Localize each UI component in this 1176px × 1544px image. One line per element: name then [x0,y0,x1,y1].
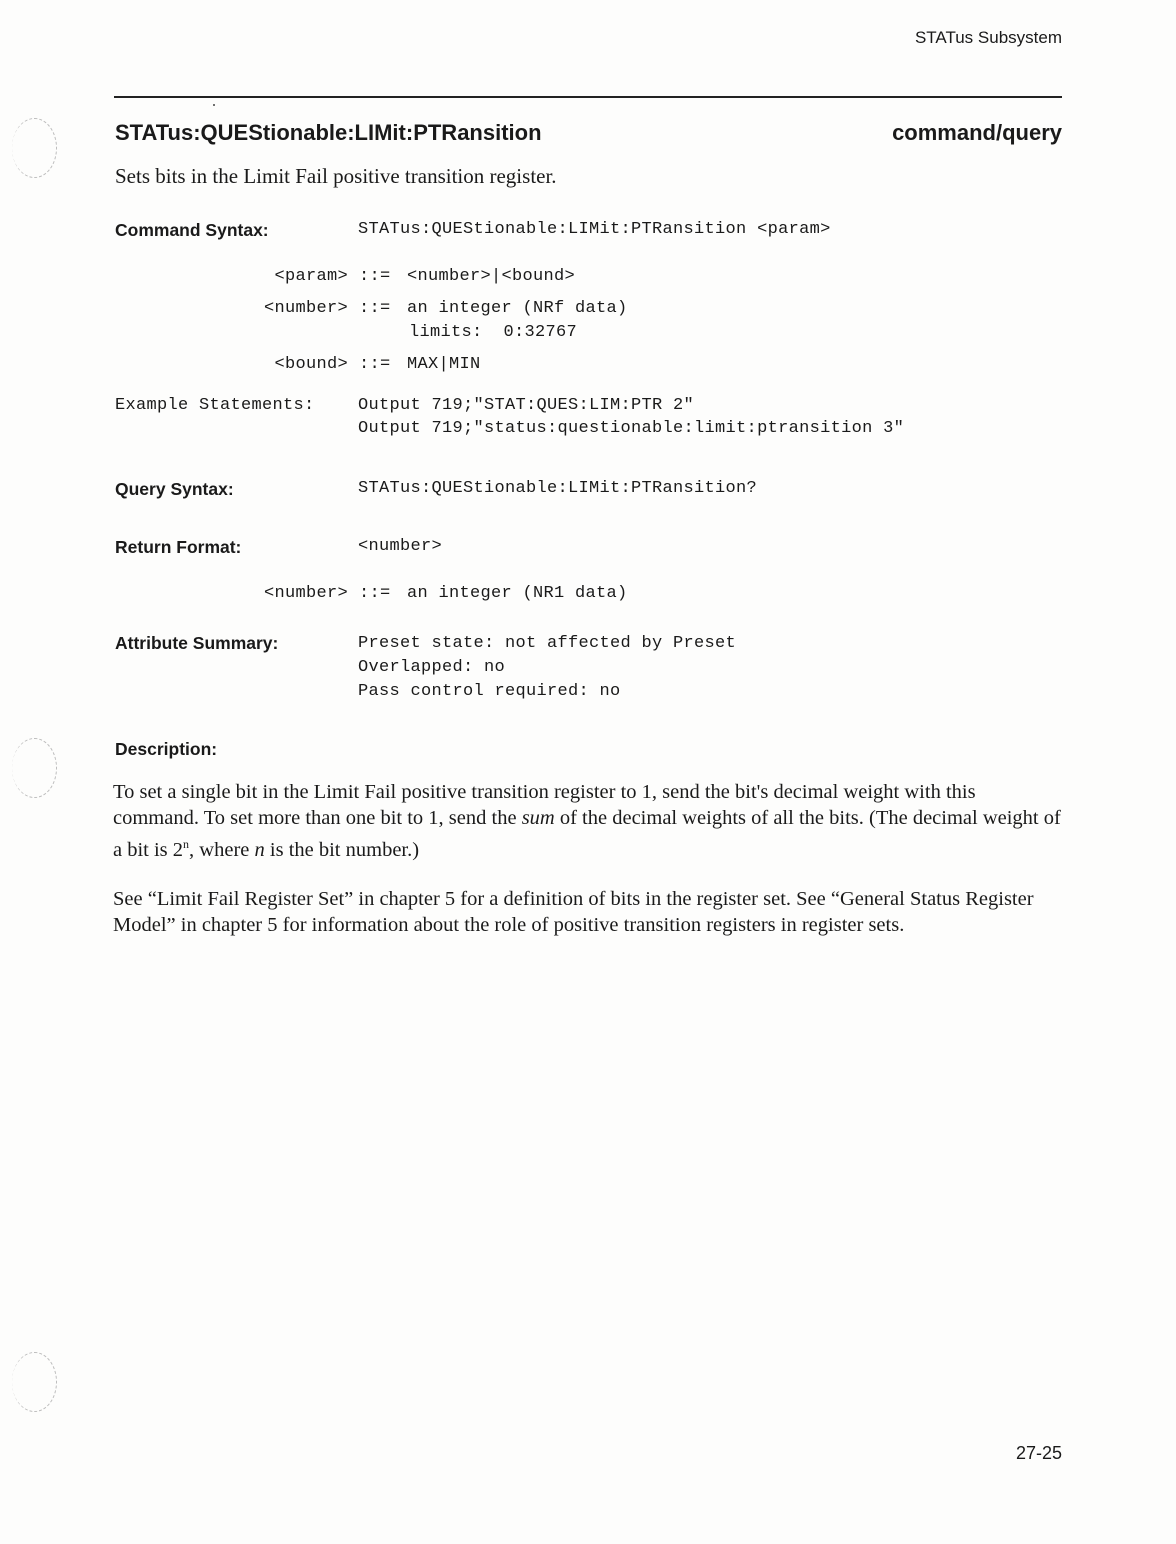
description-text: , where [189,838,255,861]
return-definition-operator: ::= [359,584,391,603]
description-emphasis: sum [521,807,555,829]
description-emphasis: n [254,838,265,861]
binder-hole-bottom [12,1352,57,1412]
description-paragraph-2 [113,886,1063,938]
binder-hole-middle [12,738,57,798]
definition-operator: ::= [359,355,391,374]
return-definition-value: an integer (NR1 data) [407,584,628,603]
description-text: is the bit number.) [264,838,420,861]
definition-operator: ::= [359,267,391,286]
description-text: of the decimal weights of all the bits. (The decimal weight of a bit is 2 [113,807,1061,861]
attribute-line: Overlapped: no [358,658,506,677]
description-text: See “Limit Fail Register Set” in chapter 5 for a definition of bits in the register set. See “General Status Register Model” in chapter 5 for information about the role of positive transition registers in register sets. [113,888,1034,936]
command-syntax-value: STATus:QUEStionable:LIMit:PTRansition <param> [358,220,831,239]
description-text: To set a single bit in the Limit Fail positive transition register to 1, send the bit's decimal weight with this command. To set more than one bit to 1, send the [113,781,976,829]
command-type: command/query [892,120,1062,145]
query-syntax-label: Query Syntax: [115,479,234,499]
example-statements-label: Example Statements: [115,396,315,415]
return-format-label: Return Format: [115,537,242,557]
scan-speck [213,104,215,106]
definition-name: <bound> [274,355,348,374]
command-summary: Sets bits in the Limit Fail positive transition register. [115,164,557,188]
description-label: Description: [115,739,218,759]
attribute-line: Preset state: not affected by Preset [358,634,737,653]
definition-value: an integer (NRf data) [407,299,628,318]
definition-value: MAX|MIN [407,355,481,374]
header-rule [114,96,1062,98]
running-head: STATus Subsystem [914,28,1062,47]
command-syntax-label: Command Syntax: [115,220,269,240]
command-title: STATus:QUEStionable:LIMit:PTRansition [115,120,542,145]
definition-limits: limits: 0:32767 [409,323,578,342]
definition-value: <number>|<bound> [407,267,576,286]
definition-operator: ::= [359,299,391,318]
attribute-line: Pass control required: no [358,682,621,701]
example-line: Output 719;"STAT:QUES:LIM:PTR 2" [358,396,695,415]
return-definition-name: <number> [263,584,348,603]
definition-name: <number> [263,299,348,318]
description-superscript: n [183,837,190,851]
return-format-value: <number> [358,537,443,556]
binder-hole-top [12,118,57,178]
attribute-summary-label: Attribute Summary: [115,633,279,653]
description-paragraph-1 [113,779,1063,863]
page-number: 27-25 [1015,1443,1062,1463]
example-line: Output 719;"status:questionable:limit:ptransition 3" [358,419,905,438]
query-syntax-value: STATus:QUEStionable:LIMit:PTRansition? [358,479,758,498]
definition-name: <param> [274,267,348,286]
